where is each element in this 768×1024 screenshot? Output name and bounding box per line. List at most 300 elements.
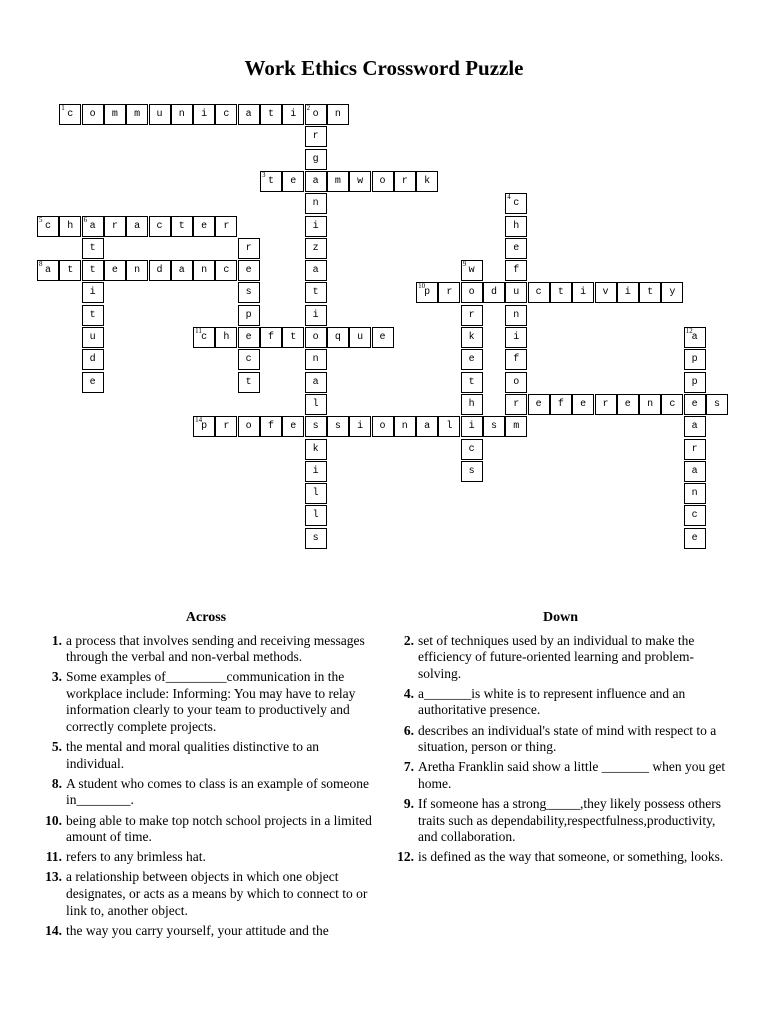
cell-letter: s (334, 421, 341, 433)
cell-letter: e (691, 398, 698, 410)
clue-number: 4. (403, 685, 414, 701)
cell-letter: q (334, 332, 341, 343)
cell-letter: f (513, 354, 520, 366)
grid-cell (617, 282, 639, 303)
cell-letter: y (669, 287, 676, 299)
clue-item (36, 633, 376, 666)
cell-letter: t (89, 242, 96, 254)
cell-letter: u (513, 287, 520, 299)
grid-cell (461, 372, 483, 393)
grid-cell (215, 216, 237, 237)
cell-letter: i (290, 109, 297, 120)
cell-letter: s (713, 398, 720, 410)
grid-cell (82, 327, 104, 348)
grid-cell (505, 305, 527, 326)
cell-letter: l (312, 488, 319, 500)
cell-letter: c (513, 198, 520, 210)
grid-cell (37, 260, 59, 281)
grid-cell (260, 327, 282, 348)
grid-cell (372, 171, 394, 192)
cell-letter: c (156, 220, 163, 232)
grid-cell (572, 282, 594, 303)
cell-letter: t (89, 309, 96, 321)
cell-letter: o (468, 287, 475, 299)
cell-letter: e (89, 376, 96, 388)
grid-cell (416, 171, 438, 192)
clue-text: A student who comes to class is an example of someone in________. (66, 775, 369, 808)
grid-cell (126, 104, 148, 125)
clue-item (36, 776, 376, 809)
cell-letter: t (67, 265, 74, 277)
grid-cell (483, 282, 505, 303)
grid-cell (505, 260, 527, 281)
grid-cell (639, 394, 661, 415)
grid-cell (282, 104, 304, 125)
cell-letter: v (602, 287, 609, 299)
grid-cell (238, 104, 260, 125)
clue-text: a relationship between objects in which one object designates, or acts as a means by which to connect to or link to, another object. (66, 869, 368, 918)
clue-text: describes an individual's state of mind with respect to a situation, person or thing. (418, 722, 717, 755)
grid-cell (394, 416, 416, 437)
cell-letter: i (312, 465, 319, 477)
grid-cell (438, 282, 460, 303)
cell-letter: i (312, 220, 319, 232)
clue-number: 3. (51, 669, 62, 685)
cell-letter: r (223, 421, 230, 433)
grid-cell (82, 349, 104, 370)
grid-cell (505, 216, 527, 237)
grid-cell (238, 282, 260, 303)
cell-letter: n (201, 265, 208, 277)
cell-letter: c (245, 354, 252, 366)
cell-letter: c (201, 332, 208, 343)
cell-letter: c (44, 220, 51, 232)
cell-letter: i (312, 309, 319, 321)
cell-letter: t (290, 332, 297, 343)
cell-letter: e (290, 421, 297, 433)
grid-cell (305, 505, 327, 526)
grid-cell (282, 327, 304, 348)
grid-cell (684, 483, 706, 504)
cell-letter: c (691, 510, 698, 522)
cell-letter: r (111, 220, 118, 232)
cell-letter: a (134, 220, 141, 232)
grid-cell (684, 372, 706, 393)
grid-cell (461, 416, 483, 437)
grid-cell (461, 327, 483, 348)
cell-letter: a (44, 265, 51, 277)
cell-letter: s (312, 421, 319, 433)
cell-letter: o (312, 332, 319, 343)
grid-cell (238, 327, 260, 348)
cell-letter: s (490, 421, 497, 433)
cell-letter: a (89, 220, 96, 232)
grid-cell (684, 349, 706, 370)
cell-letter: n (691, 488, 698, 500)
cell-letter: e (245, 332, 252, 343)
grid-cell (104, 260, 126, 281)
cell-letter: f (513, 265, 520, 277)
grid-cell (639, 282, 661, 303)
cell-letter: k (312, 443, 319, 455)
cell-letter: n (178, 109, 185, 120)
across-heading: Across (185, 610, 227, 625)
grid-cell (193, 260, 215, 281)
cell-letter: a (312, 376, 319, 388)
cell-number: 9 (462, 260, 467, 269)
cell-letter: t (245, 376, 252, 388)
cell-letter: i (580, 287, 587, 299)
cell-letter: a (312, 265, 319, 277)
grid-cell (149, 216, 171, 237)
grid-cell (305, 439, 327, 460)
cell-number: 3 (262, 170, 266, 179)
cell-letter: p (691, 354, 698, 366)
cell-letter: i (357, 421, 364, 433)
grid-cell (684, 327, 706, 348)
grid-cell (171, 104, 193, 125)
clue-number: 12. (397, 849, 414, 865)
cell-letter: m (111, 109, 118, 120)
grid-cell (215, 327, 237, 348)
grid-cell (416, 416, 438, 437)
grid-cell (171, 260, 193, 281)
cell-letter: d (89, 354, 96, 366)
cell-letter: a (312, 175, 319, 187)
grid-cell (238, 238, 260, 259)
cell-number: 5 (39, 215, 43, 224)
cell-letter: e (468, 354, 475, 366)
grid-cell (305, 260, 327, 281)
grid-cell (305, 372, 327, 393)
grid-cell (461, 349, 483, 370)
cell-number: 11 (195, 327, 202, 335)
grid-cell (505, 238, 527, 259)
clue-number: 7. (403, 759, 414, 775)
grid-cell (416, 282, 438, 303)
grid-cell (349, 327, 371, 348)
cell-letter: e (111, 265, 118, 277)
grid-cell (550, 394, 572, 415)
grid-cell (327, 104, 349, 125)
grid-cell (461, 394, 483, 415)
grid-cell (327, 171, 349, 192)
grid-cell (305, 193, 327, 214)
grid-cell (372, 327, 394, 348)
grid-cell (282, 171, 304, 192)
grid-cell (505, 282, 527, 303)
grid-cell (305, 528, 327, 549)
grid-cell (394, 171, 416, 192)
grid-cell (82, 372, 104, 393)
cell-letter: a (691, 332, 698, 343)
grid-cell (684, 416, 706, 437)
grid-cell (104, 216, 126, 237)
clue-number: 8. (51, 775, 62, 791)
grid-cell (528, 394, 550, 415)
grid-cell (305, 149, 327, 170)
grid-cell (572, 394, 594, 415)
grid-cell (595, 394, 617, 415)
clue-item (36, 849, 376, 866)
grid-cell (706, 394, 728, 415)
clue-number: 1. (51, 632, 62, 648)
clue-text: refers to any brimless hat. (66, 849, 206, 865)
cell-letter: h (513, 220, 520, 232)
grid-cell (82, 238, 104, 259)
cell-letter: m (513, 421, 520, 433)
grid-cell (505, 327, 527, 348)
grid-cell (37, 216, 59, 237)
grid-cell (149, 104, 171, 125)
clue-item (36, 869, 376, 919)
grid-cell (505, 372, 527, 393)
clue-text: Aretha Franklin said show a little _______ when you get home. (418, 759, 726, 791)
grid-cell (82, 260, 104, 281)
across-clues (36, 610, 376, 943)
grid-cell (260, 104, 282, 125)
grid-cell (104, 104, 126, 125)
grid-cell (59, 260, 81, 281)
grid-cell (461, 439, 483, 460)
cell-letter: a (178, 265, 185, 277)
grid-cell (349, 171, 371, 192)
cell-letter: n (334, 109, 341, 120)
grid-cell (59, 216, 81, 237)
grid-cell (305, 416, 327, 437)
grid-cell (305, 104, 327, 125)
cell-letter: c (67, 109, 74, 120)
grid-cell (238, 372, 260, 393)
cell-letter: t (267, 175, 274, 187)
grid-cell (438, 416, 460, 437)
down-list (388, 633, 733, 866)
cell-letter: i (468, 421, 475, 433)
cell-letter: n (312, 198, 319, 210)
grid-cell (684, 439, 706, 460)
cell-letter: u (89, 332, 96, 343)
cell-letter: a (691, 421, 698, 433)
grid-cell (126, 216, 148, 237)
clue-text: being able to make top notch school projects in a limited amount of time. (66, 812, 372, 845)
cell-letter: f (557, 398, 564, 410)
cell-letter: i (201, 109, 208, 120)
grid-cell (149, 260, 171, 281)
cell-letter: t (557, 287, 564, 299)
cell-number: 2 (306, 104, 311, 112)
grid-cell (505, 394, 527, 415)
cell-number: 4 (507, 193, 511, 202)
grid-cell (349, 416, 371, 437)
cell-letter: k (468, 332, 475, 343)
grid-cell (238, 305, 260, 326)
cell-letter: t (267, 109, 274, 120)
grid-cell (684, 505, 706, 526)
cell-letter: n (401, 421, 408, 433)
cell-letter: c (669, 398, 676, 410)
grid-cell (505, 416, 527, 437)
cell-letter: r (312, 131, 319, 143)
cell-letter: m (134, 109, 141, 120)
clue-item (388, 849, 733, 866)
grid-cell (193, 104, 215, 125)
cell-letter: r (513, 398, 520, 410)
cell-letter: n (134, 265, 141, 277)
cell-letter: s (245, 287, 252, 299)
grid-cell (305, 349, 327, 370)
cell-letter: m (334, 175, 341, 187)
grid-cell (82, 305, 104, 326)
grid-cell (461, 260, 483, 281)
grid-cell (305, 126, 327, 147)
clue-number: 5. (51, 739, 62, 755)
cell-letter: i (624, 287, 631, 299)
clue-item (36, 813, 376, 846)
cell-letter: e (535, 398, 542, 410)
clue-item (388, 796, 733, 846)
grid-cell (684, 394, 706, 415)
grid-cell (617, 394, 639, 415)
cell-letter: l (312, 510, 319, 522)
grid-cell (505, 349, 527, 370)
grid-cell (282, 416, 304, 437)
cell-letter: c (468, 443, 475, 455)
cell-letter: e (201, 220, 208, 232)
grid-cell (550, 282, 572, 303)
cell-letter: z (312, 242, 319, 254)
cell-letter: r (223, 220, 230, 232)
grid-cell (505, 193, 527, 214)
cell-letter: e (580, 398, 587, 410)
grid-cell (260, 171, 282, 192)
cell-letter: o (379, 175, 386, 187)
cell-letter: h (67, 220, 74, 232)
grid-cell (171, 216, 193, 237)
grid-cell (684, 528, 706, 549)
grid-cell (215, 416, 237, 437)
clue-number: 10. (45, 812, 62, 828)
cell-letter: c (223, 109, 230, 120)
grid-cell (215, 104, 237, 125)
clue-text: Some examples of_________communication in the workplace include: Informing: You may have to relay information clearly to your team to productively and correctly complete projects. (66, 669, 356, 735)
cell-letter: w (357, 175, 364, 187)
grid-cell (260, 416, 282, 437)
cell-letter: n (312, 354, 319, 366)
cell-letter: a (691, 465, 698, 477)
cell-letter: p (245, 309, 252, 321)
cell-letter: i (89, 287, 96, 299)
cell-letter: e (624, 398, 631, 410)
cell-number: 8 (39, 260, 43, 269)
grid-cell (238, 349, 260, 370)
clue-number: 14. (45, 922, 62, 938)
clue-text: a process that involves sending and receiving messages through the verbal and non-verbal methods. (66, 632, 365, 665)
cell-letter: n (513, 309, 520, 321)
cell-letter: o (379, 421, 386, 433)
cell-letter: r (602, 398, 609, 410)
clue-text: the mental and moral qualities distinctive to an individual. (66, 739, 320, 771)
cell-letter: t (647, 287, 654, 299)
cell-letter: h (468, 398, 475, 410)
clue-item (36, 739, 376, 772)
cell-number: 6 (83, 215, 88, 224)
grid-cell (305, 216, 327, 237)
cell-letter: r (446, 287, 453, 299)
clue-item (36, 923, 376, 940)
cell-letter: n (647, 398, 654, 410)
cell-letter: a (245, 109, 252, 120)
cell-letter: t (178, 220, 185, 232)
grid-cell (82, 282, 104, 303)
cell-letter: f (267, 332, 274, 343)
cell-letter: u (357, 332, 364, 343)
grid-cell (483, 416, 505, 437)
grid-cell (305, 282, 327, 303)
clue-number: 13. (45, 869, 62, 885)
cell-letter: c (535, 287, 542, 299)
down-heading: Down (542, 610, 578, 625)
cell-letter: e (691, 532, 698, 544)
grid-cell (238, 416, 260, 437)
grid-cell (461, 282, 483, 303)
cell-letter: w (468, 265, 475, 277)
grid-cell (59, 104, 81, 125)
cell-letter: l (312, 398, 319, 410)
grid-cell (126, 260, 148, 281)
grid-cell (238, 260, 260, 281)
clue-item (388, 723, 733, 756)
clue-number: 11. (45, 849, 62, 865)
cell-letter: t (468, 376, 475, 388)
cell-letter: e (513, 242, 520, 254)
cell-number: 10 (418, 282, 426, 291)
grid-cell (82, 104, 104, 125)
cell-number: 14 (195, 416, 203, 425)
cell-letter: o (312, 109, 319, 120)
grid-cell (305, 305, 327, 326)
cell-letter: s (468, 465, 475, 477)
cell-letter: r (245, 242, 252, 254)
cell-letter: c (223, 265, 230, 277)
grid-cell (461, 305, 483, 326)
cell-letter: s (312, 532, 319, 544)
cell-letter: o (513, 376, 520, 388)
cell-letter: d (156, 265, 163, 277)
clue-text: the way you carry yourself, your attitude and the (66, 922, 329, 938)
cell-number: 1 (61, 104, 65, 112)
grid-cell (372, 416, 394, 437)
clue-item (36, 669, 376, 735)
cell-letter: r (401, 175, 408, 187)
down-clues (388, 610, 733, 869)
cell-letter: p (424, 287, 431, 299)
cell-letter: p (691, 376, 698, 388)
grid-cell (193, 327, 215, 348)
grid-cell (661, 394, 683, 415)
page-title: Work Ethics Crossword Puzzle (244, 56, 524, 80)
grid-cell (305, 238, 327, 259)
clue-item (388, 686, 733, 719)
cell-letter: t (312, 287, 319, 299)
cell-letter: o (245, 421, 252, 433)
cell-letter: k (424, 175, 431, 187)
cell-letter: d (490, 287, 497, 299)
cell-letter: e (290, 175, 297, 187)
grid-cell (461, 461, 483, 482)
clue-number: 9. (403, 795, 414, 811)
grid-cell (193, 416, 215, 437)
clue-text: If someone has a strong_____,they likely possess others traits such as dependability,respectfulness,productivity, and collaboration. (418, 795, 721, 845)
